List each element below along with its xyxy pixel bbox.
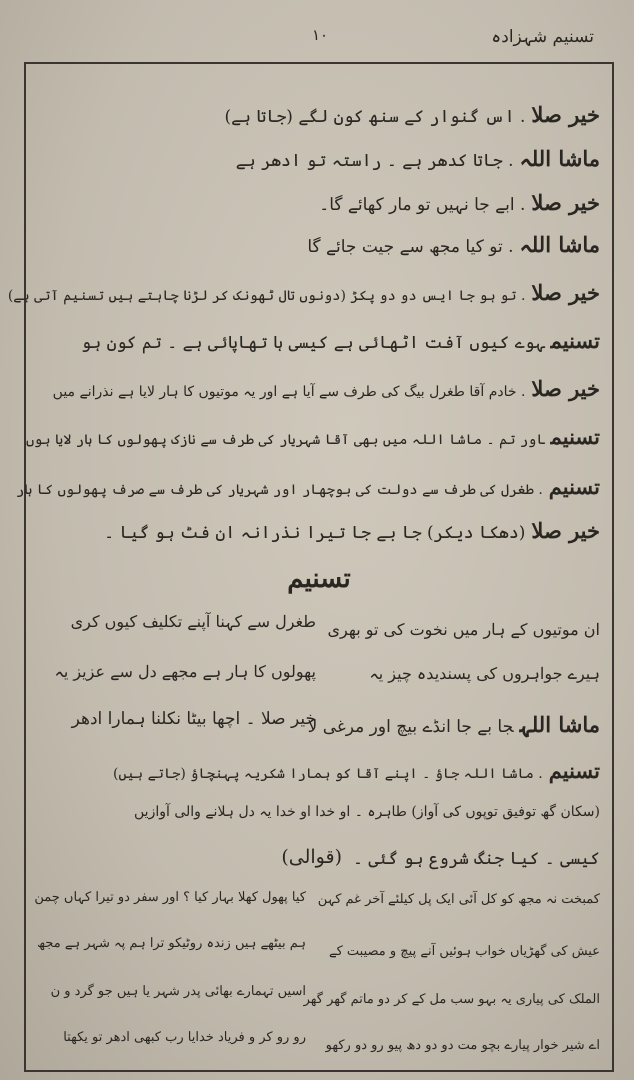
verse-right: ہیرے جواہروں کی پسندیدہ چیز یہ (369, 664, 600, 683)
qawwali-verse-left: رو رو کر و فریاد خدایا رب کبھی ادھر تو یکھتا (63, 1030, 306, 1045)
line-text: . تو کیا مجھ سے جیت جائے گا (307, 237, 514, 257)
speaker: تسنیم (548, 758, 600, 783)
qawwali-verse-right: الملک کی پیاری یہ بہو سب مل کے کر دو ماتم گھر گھر (303, 992, 600, 1007)
speaker: خیر صلا (531, 102, 600, 127)
line-text: . طغرل کی طرف سے دولت کی بوچھار اور شہریار کی طرف سے صرف پھولوں کا ہار (15, 482, 543, 498)
line-text: (دھکا دیکر) جا بے جا تیرا نذرانہ ان فٹ ہو گیا ۔ (104, 523, 526, 543)
song-heading: تسنیم (287, 564, 351, 594)
dialogue-line (38, 758, 600, 783)
verse-left: پھولوں کا ہار ہے مجھے دل سے عزیز یہ (54, 662, 316, 681)
dialogue-line (38, 376, 600, 401)
text-frame (7, 62, 614, 1072)
dialogue-line (38, 328, 600, 353)
speaker: تسنیم (550, 328, 600, 353)
line-text: . جاتا کدھر ہے ۔ راستہ تو ادھر ہے (235, 151, 514, 171)
dialogue-line (38, 190, 600, 215)
line-text: ہوے کیوں آفت اٹھائی ہے کیسی ہا تھاپائی ہے ۔ تم کون ہو (81, 333, 545, 353)
qawwali-verse-left: اسیں تہمارے بھائی پدر شہر یا ہیں جو گرد و ن (50, 984, 306, 999)
dialogue-line: کیسی ۔ کیا جنگ شروع ہو گئی ۔ (352, 849, 600, 869)
speaker: تسنیم (548, 474, 600, 499)
speaker: خیر صلا (531, 190, 600, 215)
dialogue-line (307, 712, 600, 737)
dialogue-line: (سکان گھ توفیق توپوں کی آواز) طاہرہ ۔ او خدا او خدا یہ دل ہلانے والی آوازیں (134, 804, 600, 820)
qawwali-verse-right: عیش کی گھڑیاں خواب ہوئیں آنے پیچ و مصیبت کے (328, 944, 600, 959)
dialogue-line (38, 102, 600, 127)
line-text: . ابے جا نہیں تو مار کھائے گا۔ (319, 195, 526, 215)
verse-right: ان موتیوں کے ہار میں نخوت کی تو بھری (327, 620, 600, 639)
verse-left: طغرل سے کہنا آپنے تکلیف کیوں کری (70, 612, 316, 631)
line-text: . ماشا اللہ جاؤ ۔ اپنے آقا کو ہمارا شکریہ پہنچاؤ (جاتے ہیں) (113, 766, 543, 782)
qawwali-label: (قوالی) (281, 846, 342, 868)
speaker: خیر صلا (531, 518, 600, 543)
dialogue-line (38, 232, 600, 257)
qawwali-verse-right: کمبخت نہ مجھ کو کل آئی ایک پل کیلئے آخر غم کہن (317, 892, 600, 907)
qawwali-verse-right: اے شیر خوار پیارے بچو مت دو دو دھ پیو رو دو رکھو (325, 1038, 600, 1053)
line-text: اور تم ۔ ماشا اللہ میں بھی آقا شہریار کی طرف سے نازک پھولوں کا ہار لایا ہوں (25, 432, 545, 448)
qawwali-verse-left: کیا پھول کھلا بہار کیا ؟ اور سفر دو تیرا کہاں چمن (34, 890, 306, 905)
page-number: ۱۰ (312, 26, 329, 44)
speaker: خیر صلا (531, 376, 600, 401)
speaker: ماشا اللہ (519, 712, 600, 737)
dialogue-line: خیر صلا ۔ اچھا بیٹا نکلنا ہمارا ادھر (71, 709, 316, 729)
dialogue-line (15, 474, 600, 499)
line-text: جا بے جا انڈے بیچ اور مرغی لا (307, 717, 514, 737)
dialogue-line (25, 424, 600, 449)
qawwali-verse-left: ہم بیٹھے ہیں زندہ روٹیکو ترا ہم پہ شہر ہے مجھ (37, 936, 306, 951)
line-text: . خادم آقا طغرل بیگ کی طرف سے آیا ہے اور یہ موتیوں کا ہار لایا ہے نذرانے میں (52, 384, 526, 400)
dialogue-line (38, 146, 600, 171)
line-text: . تو ہو جا ایس دو دو پکڑ (دونوں تال ٹھونک کر لڑنا چاہتے ہیں تسنیم آتی ہے) (7, 288, 526, 304)
dialogue-line (7, 280, 600, 305)
speaker: خیر صلا (531, 280, 600, 305)
running-title: تسنیم شہزادہ (491, 27, 594, 47)
speaker: تسنیم (550, 424, 600, 449)
speaker: ماشا اللہ (519, 146, 600, 171)
dialogue-line (38, 518, 600, 543)
line-text: . اس گنوار کے سنھ کون لگے (جاتا ہے) (224, 107, 526, 127)
speaker: ماشا اللہ (519, 232, 600, 257)
